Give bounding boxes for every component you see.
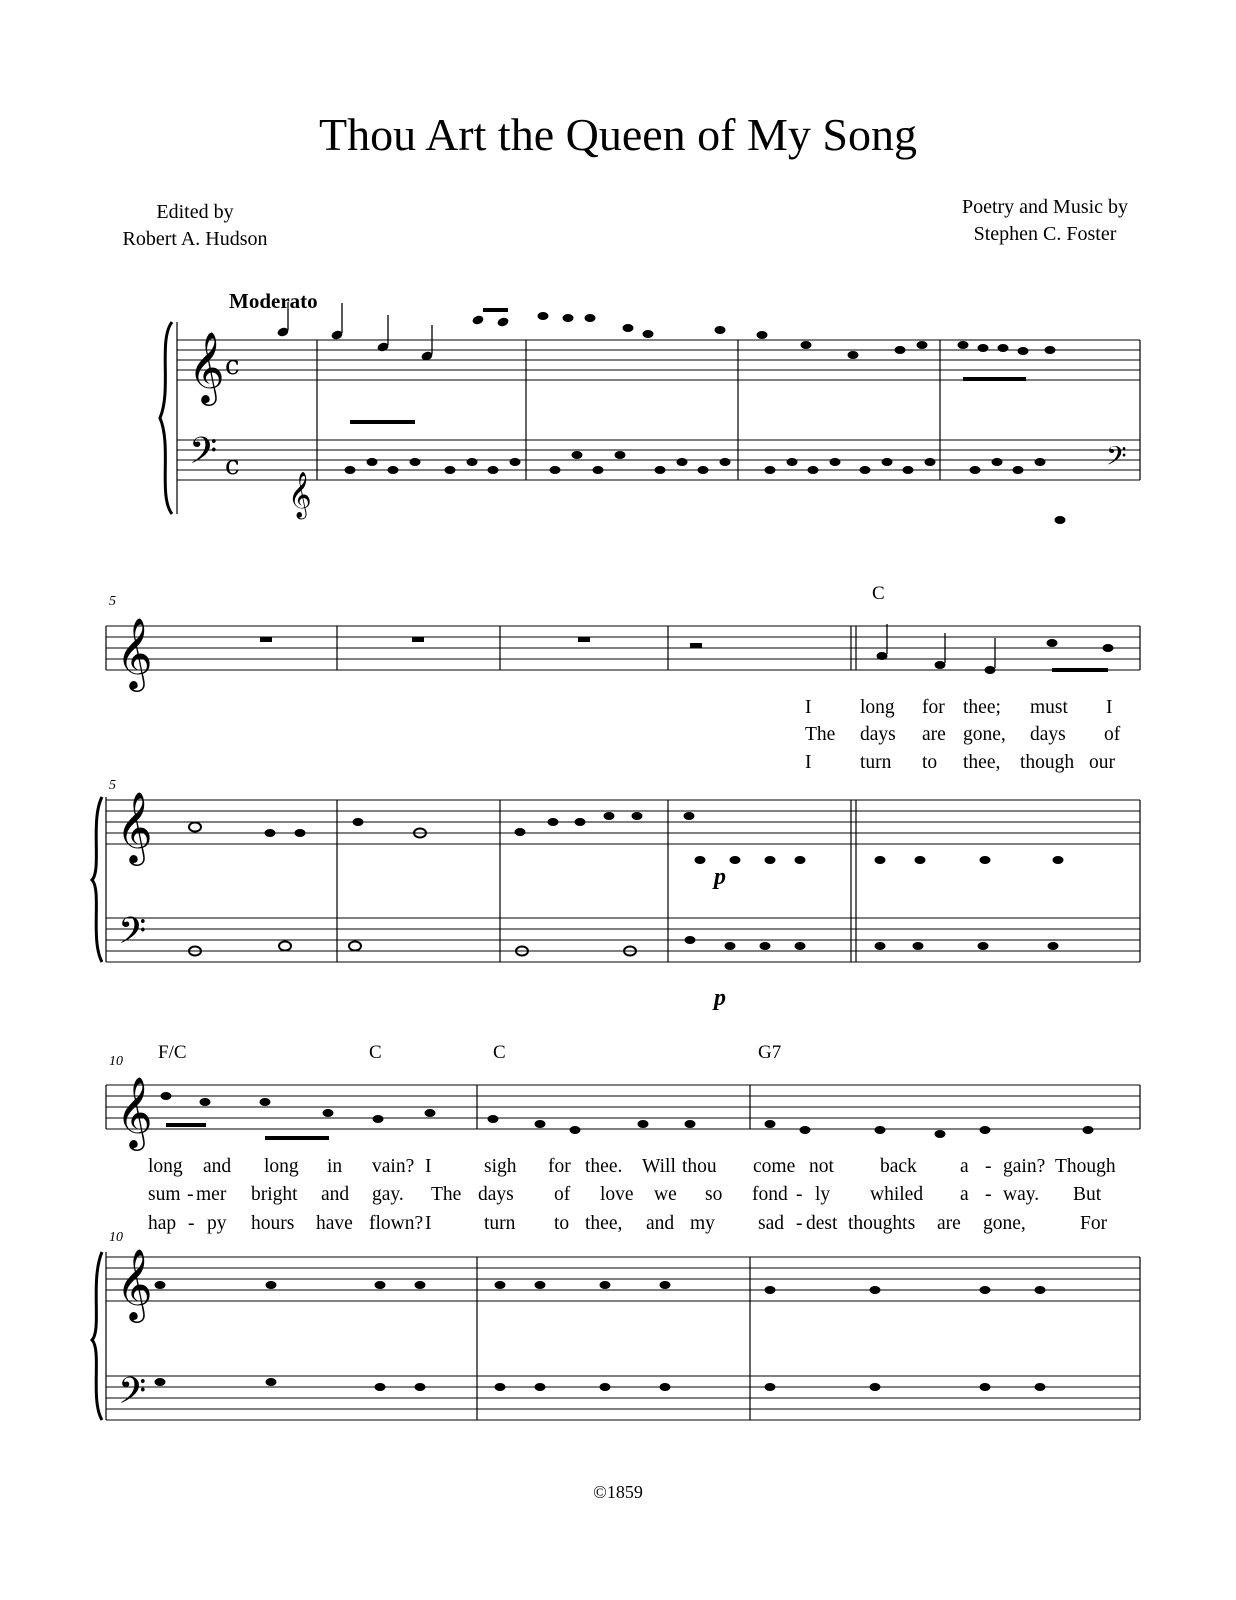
lyric-syllable: thee, [963,752,1001,773]
bass-clef-icon: 𝄢 [118,1370,147,1421]
lyric-syllable: I [1106,697,1113,718]
lyric-syllable: so [705,1184,723,1205]
lyric-syllable: - [188,1213,195,1234]
lyric-syllable: we [654,1184,677,1205]
composer-label: Poetry and Music by [961,196,1129,218]
lyric-syllable: way. [1003,1184,1040,1205]
lyric-syllable: not [809,1156,834,1177]
common-time-icon: c [225,351,240,381]
chord-symbol: C [493,1042,506,1063]
lyric-syllable: are [922,724,946,745]
chord-symbol: F/C [158,1042,187,1063]
lyric-syllable: long [264,1156,299,1177]
whole-rests [260,637,702,648]
lyric-syllable: But [1073,1184,1102,1205]
lyric-syllable: The [431,1184,462,1205]
lyric-syllable: our [1089,752,1115,773]
lyric-syllable: to [922,752,938,773]
tempo-marking: Moderato [229,289,318,313]
lyric-syllable: and [203,1156,232,1177]
lyric-syllable: hap [148,1213,177,1234]
lyric-syllable: dest [806,1213,838,1234]
lyric-syllable: gone, [983,1213,1026,1234]
lyric-syllable: come [753,1156,796,1177]
lyric-syllable: love [600,1184,634,1205]
lyric-syllable: Will [642,1156,676,1177]
lyric-syllable: - [985,1184,992,1205]
lyric-syllable: long [148,1156,183,1177]
lyric-syllable: my [690,1213,715,1234]
copyright-notice: ©1859 [593,1482,643,1502]
lyric-syllable: whiled [870,1184,924,1205]
lyric-syllable: for [548,1156,571,1177]
staff-vocal-2 [106,626,1140,670]
lyric-syllable: - [985,1156,992,1177]
melody-notes-system-3 [161,1092,1094,1140]
lyric-syllable: I [425,1156,432,1177]
lyric-syllable: For [1080,1213,1108,1234]
bass-clef-icon: 𝄢 [118,910,147,961]
accompaniment-system-1 [345,420,1066,524]
lyric-syllable: - [796,1213,803,1234]
lyric-syllable: - [187,1184,194,1205]
lyric-syllable: gay. [372,1184,404,1205]
accompaniment-system-2 [189,812,1064,956]
dynamic-piano: p [714,864,726,890]
lyric-syllable: days [1030,724,1066,745]
treble-clef-icon: 𝄞 [116,616,153,689]
lyric-syllable: and [321,1184,350,1205]
lyric-syllable: long [860,697,895,718]
lyric-syllable: I [425,1213,432,1234]
chord-symbol: C [369,1042,382,1063]
lyric-syllable: for [922,697,945,718]
common-time-icon: c [225,451,240,481]
lyric-syllable: sad [758,1213,784,1234]
lyric-syllable: thee, [585,1213,623,1234]
lyric-syllable: thou [682,1156,717,1177]
measure-number: 5 [109,594,116,609]
lyric-syllable: thee; [963,697,1001,718]
lyric-syllable: sigh [484,1156,517,1177]
treble-clef-icon: 𝄞 [288,472,312,518]
staff-piano-bass-2 [106,918,1140,962]
lyric-syllable: are [937,1213,961,1234]
lyric-syllable: vain? [372,1156,415,1177]
lyric-syllable: of [1104,724,1121,745]
lyric-syllable: Though [1055,1156,1116,1177]
chord-symbol: G7 [758,1042,782,1063]
lyric-syllable: have [316,1213,353,1234]
lyric-syllable: though [1020,752,1075,773]
lyric-syllable: to [554,1213,570,1234]
measure-number: 5 [109,778,116,793]
chord-symbol: C [872,583,885,604]
lyric-syllable: days [860,724,896,745]
treble-clef-icon: 𝄞 [116,790,153,863]
editor-name: Robert A. Hudson [122,228,268,250]
lyric-syllable: thee. [585,1156,623,1177]
accompaniment-system-3 [155,1281,1046,1391]
page-title: Thou Art the Queen of My Song [319,109,917,160]
lyric-syllable: flown? [369,1213,424,1234]
staff-piano-treble-3 [106,1257,1140,1301]
treble-clef-icon: 𝄞 [116,1247,153,1320]
staff-piano-treble-2 [106,800,1140,844]
lyric-syllable: turn [484,1213,516,1234]
lyric-syllable: thoughts [848,1213,916,1234]
lyric-syllable: sum [148,1184,181,1205]
grand-staff-brace-icon [92,797,102,962]
treble-clef-icon: 𝄞 [116,1075,153,1148]
lyric-syllable: The [805,724,836,745]
melody-notes-system-1 [276,302,1055,381]
lyric-syllable: of [554,1184,571,1205]
staff-treble-1 [177,340,1140,380]
lyric-syllable: - [796,1184,803,1205]
bass-clef-icon: 𝄢 [1106,440,1127,478]
lyric-syllable: fond [752,1184,788,1205]
lyric-syllable: I [805,697,812,718]
lyric-syllable: mer [196,1184,227,1205]
lyric-syllable: ly [815,1184,831,1205]
dynamic-piano: p [714,985,726,1011]
staff-piano-bass-3 [106,1376,1140,1420]
lyric-syllable: bright [251,1184,298,1205]
lyric-syllable: gone, [963,724,1006,745]
lyric-syllable: a [960,1184,969,1205]
melody-notes-system-2 [877,624,1114,674]
lyric-syllable: py [207,1213,227,1234]
staff-vocal-3 [106,1085,1140,1129]
lyric-syllable: in [327,1156,343,1177]
grand-staff-brace-icon [92,1252,102,1420]
measure-number: 10 [109,1230,123,1245]
grand-staff-brace-icon [160,322,172,514]
lyric-syllable: must [1030,697,1068,718]
composer-name: Stephen C. Foster [973,223,1117,245]
lyric-syllable: gain? [1003,1156,1046,1177]
lyric-syllable: I [805,752,812,773]
lyric-syllable: and [646,1213,675,1234]
measure-number: 10 [109,1054,123,1069]
lyric-syllable: hours [251,1213,295,1234]
editor-label: Edited by [156,201,234,223]
lyric-syllable: days [478,1184,514,1205]
lyric-syllable: turn [860,752,892,773]
lyric-syllable: a [960,1156,969,1177]
bass-clef-icon: 𝄢 [189,430,218,481]
treble-clef-icon: 𝄞 [188,330,225,403]
lyric-syllable: back [880,1156,917,1177]
